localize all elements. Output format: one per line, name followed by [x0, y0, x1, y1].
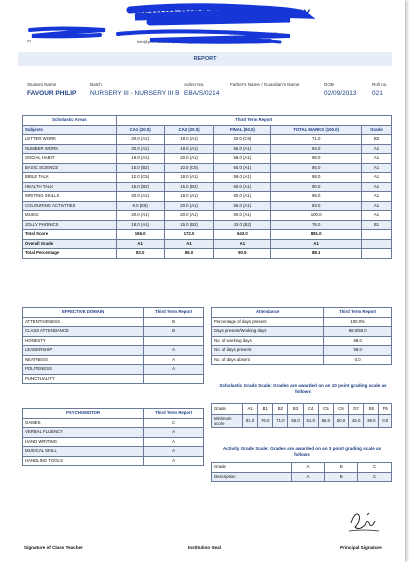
table-cell: POLITENESS: [23, 365, 144, 375]
left-header-text: ex: [27, 38, 32, 43]
table-cell: 60.0 (A1): [214, 163, 271, 173]
table-cell: NEATNESS: [23, 355, 144, 365]
table-row: [23, 192, 392, 202]
min-score-cell: 39.0: [364, 415, 379, 428]
min-score-cell: 71.0: [273, 415, 288, 428]
table-cell: A1: [164, 239, 214, 249]
table-cell: A1: [362, 163, 392, 173]
column-header: Grade: [362, 125, 392, 135]
grade-cell: D7: [349, 404, 364, 415]
column-header: Subjects: [23, 125, 117, 135]
table-row: [23, 346, 204, 356]
table-cell: CLASS ATTENDANCE: [23, 327, 144, 337]
batch-label: Batch: [90, 82, 102, 87]
grade-label: Grade: [212, 404, 243, 415]
table-row: [212, 336, 392, 346]
table-row: [23, 201, 392, 211]
table-cell: 96.0: [271, 154, 362, 164]
table-cell: GAMES: [23, 418, 144, 428]
table-cell: 33.0 (C6): [214, 135, 271, 145]
table-cell: 18.0 (A1): [116, 220, 164, 230]
table-cell: 18.0 (A1): [116, 154, 164, 164]
attendance-header: Attendance: [212, 308, 324, 318]
table-cell: 85.0: [271, 163, 362, 173]
table-cell: [362, 230, 392, 240]
table-cell: PUNCTUALITY: [23, 374, 144, 384]
table-cell: 90.5: [214, 249, 271, 259]
grade-cell: F9: [379, 404, 392, 415]
table-cell: C: [144, 418, 204, 428]
grade-cell: C6: [333, 404, 348, 415]
psychomotor-table: [22, 408, 204, 466]
table-cell: 90.0: [271, 182, 362, 192]
table-cell: 60.0 (A1): [214, 211, 271, 221]
min-score-cell: 50.0: [333, 415, 348, 428]
table-cell: Percentage of days present: [212, 317, 324, 327]
table-cell: HONESTY: [23, 336, 144, 346]
school-address: IKORODU, LAGOS STATE: [230, 31, 279, 36]
summary-row: [23, 249, 392, 259]
table-cell: 94.0: [271, 144, 362, 154]
min-score-cell: 0.0: [379, 415, 392, 428]
table-cell: A1: [116, 239, 164, 249]
report-title-bar: REPORT: [18, 52, 392, 66]
institution-seal-label: Institution Seal: [188, 545, 221, 550]
table-cell: A: [144, 365, 204, 375]
table-cell: HAND WRITING: [23, 437, 144, 447]
table-cell: 100.0: [271, 211, 362, 221]
table-cell: A1: [362, 173, 392, 183]
table-cell: A1: [362, 192, 392, 202]
table-row: [23, 163, 392, 173]
table-cell: A: [144, 456, 204, 466]
grade-cell: B3: [288, 404, 303, 415]
scholastic-areas-header: Scholastic Areas: [23, 116, 117, 126]
table-row: [23, 418, 204, 428]
admn-value: EBA/S/0214: [184, 90, 220, 97]
activity-scale-title: Activity Grade Scale: Grades are awarded on an 3 point grading scale as follows: [222, 446, 382, 457]
dob-value: 02/09/2013: [324, 90, 357, 97]
grade-cell: C4: [303, 404, 318, 415]
column-header: FINAL (60.0): [214, 125, 271, 135]
table-row: [23, 154, 392, 164]
table-row: [23, 428, 204, 438]
psychomotor-header: PSYCHOMOTOR: [23, 409, 144, 419]
effective-domain-table: [22, 307, 204, 384]
table-cell: 20.0 (A1): [116, 192, 164, 202]
roll-value: 021: [372, 90, 383, 97]
table-row: [23, 173, 392, 183]
activity-grade-cell: A: [291, 463, 325, 473]
table-cell: A: [144, 437, 204, 447]
table-cell: 100.0%: [324, 317, 392, 327]
grade-cell: A1: [243, 404, 258, 415]
grade-cell: B2: [273, 404, 288, 415]
table-cell: [144, 374, 204, 384]
table-cell: 88.0: [271, 173, 362, 183]
table-cell: 15.0 (B2): [164, 220, 214, 230]
redaction-scribble: [0, 0, 405, 50]
activity-desc-cell: C: [358, 472, 392, 482]
student-name-label: Student Name: [27, 82, 57, 87]
table-cell: ATTENTIVENESS: [23, 317, 144, 327]
column-header: CA2 (20.0): [164, 125, 214, 135]
column-header: CA1 (20.0): [116, 125, 164, 135]
table-cell: 60.0 (A1): [214, 192, 271, 202]
table-cell: 20.0 (A1): [116, 211, 164, 221]
table-row: [23, 365, 204, 375]
table-row: [23, 317, 204, 327]
scholastic-column-headers: [23, 125, 392, 135]
table-cell: B: [144, 327, 204, 337]
table-cell: 58.0/58.0: [324, 327, 392, 337]
table-cell: 86.0: [164, 249, 214, 259]
table-row: [23, 456, 204, 466]
table-cell: 20.0 (A1): [116, 135, 164, 145]
table-cell: 0.0: [324, 355, 392, 365]
table-row: [212, 346, 392, 356]
grade-scale-title: Scholastic Grade Scale: Grades are awarded on an 10 point grading scale as follows: [219, 383, 387, 394]
school-email: Info@pedrodiscoveryacademy.com: [137, 39, 200, 44]
table-row: [212, 317, 392, 327]
table-cell: A: [144, 355, 204, 365]
table-cell: B2: [362, 135, 392, 145]
table-row: [23, 336, 204, 346]
table-cell: 15.0 (B2): [164, 182, 214, 192]
min-score-cell: 66.0: [288, 415, 303, 428]
table-row: [23, 182, 392, 192]
table-cell: 83.0: [271, 201, 362, 211]
table-cell: BIBLE TALK: [23, 173, 117, 183]
principal-signature-label: Principal Signature: [340, 545, 382, 550]
effective-term-header: Third Term Report: [144, 308, 204, 318]
grade-cell: E8: [364, 404, 379, 415]
table-cell: LEADERSHIP: [23, 346, 144, 356]
principal-signature-drawing: [345, 505, 385, 535]
table-cell: A1: [214, 239, 271, 249]
table-cell: 18.0 (A1): [164, 192, 214, 202]
table-cell: A1: [362, 144, 392, 154]
table-cell: MUSIC: [23, 211, 117, 221]
table-cell: 20.0 (A1): [164, 154, 214, 164]
table-row: [23, 220, 392, 230]
table-cell: No. of days present: [212, 346, 324, 356]
activity-desc-cell: B: [325, 472, 358, 482]
table-cell: 55.0 (A1): [214, 144, 271, 154]
table-cell: HANDLING TOOLS: [23, 456, 144, 466]
table-cell: 58.0 (A1): [214, 173, 271, 183]
table-cell: Total Score: [23, 230, 117, 240]
table-row: [23, 135, 392, 145]
min-score-cell: 45.0: [349, 415, 364, 428]
activity-grade-label: Grade: [212, 463, 292, 473]
school-name: PEDRO DISCOVERY ACADEMY: [135, 8, 312, 20]
grade-scale-table: [211, 403, 392, 428]
grade-cell: B1: [258, 404, 273, 415]
table-cell: 172.0: [164, 230, 214, 240]
min-score-cell: 56.0: [318, 415, 333, 428]
table-cell: 15.0 (B2): [116, 163, 164, 173]
scholastic-table: [22, 115, 392, 259]
table-row: [23, 327, 204, 337]
table-cell: BASIC SCIENCE: [23, 163, 117, 173]
table-cell: A1: [362, 211, 392, 221]
table-cell: [362, 239, 392, 249]
admn-label: Admn No.: [184, 82, 205, 87]
activity-desc-label: Description: [212, 472, 292, 482]
table-cell: No. of days absent: [212, 355, 324, 365]
table-cell: A1: [362, 201, 392, 211]
grade-cell: C5: [318, 404, 333, 415]
guardian-label: Father's Name / Guardian's Name: [230, 82, 300, 87]
activity-desc-cell: A: [291, 472, 325, 482]
roll-label: Roll no.: [372, 82, 388, 87]
summary-row: [23, 239, 392, 249]
table-cell: A1: [362, 182, 392, 192]
student-name: FAVOUR PHILIP: [27, 90, 77, 97]
table-cell: 58.0: [324, 336, 392, 346]
table-row: [23, 144, 392, 154]
table-cell: 43.0 (B2): [214, 220, 271, 230]
table-cell: 55.0 (A1): [214, 201, 271, 211]
table-row: [212, 355, 392, 365]
attendance-term-header: Third Term Report: [324, 308, 392, 318]
min-score-cell: 61.0: [303, 415, 318, 428]
activity-grade-cell: B: [325, 463, 358, 473]
table-cell: 8.0 (E8): [116, 201, 164, 211]
table-row: [212, 327, 392, 337]
table-cell: [144, 336, 204, 346]
table-cell: A1: [271, 239, 362, 249]
table-cell: 98.0: [271, 192, 362, 202]
table-cell: SOCIAL HABIT: [23, 154, 117, 164]
dob-label: DOB: [324, 82, 334, 87]
table-cell: 10.0 (C6): [164, 163, 214, 173]
table-cell: 12.0 (C5): [116, 173, 164, 183]
table-cell: 60.0 (A1): [214, 182, 271, 192]
table-cell: Total Percentage: [23, 249, 117, 259]
activity-grade-cell: C: [358, 463, 392, 473]
attendance-table: [211, 307, 392, 365]
table-cell: COLOURING ACTIVITIES: [23, 201, 117, 211]
table-cell: [362, 249, 392, 259]
table-cell: A: [144, 447, 204, 457]
table-cell: HEALTH TALK: [23, 182, 117, 192]
table-cell: 18.0 (A1): [164, 135, 214, 145]
table-cell: 58.0 (A1): [214, 154, 271, 164]
table-cell: A: [144, 428, 204, 438]
table-cell: MUSICAL SKILL: [23, 447, 144, 457]
table-cell: Days present/Working days: [212, 327, 324, 337]
table-cell: 18.0 (A1): [164, 173, 214, 183]
table-cell: 18.0 (A1): [164, 144, 214, 154]
table-row: [23, 447, 204, 457]
table-cell: JOLLY PHONICS: [23, 220, 117, 230]
table-cell: 76.0: [271, 220, 362, 230]
table-row: [23, 437, 204, 447]
table-cell: 58.0: [324, 346, 392, 356]
table-cell: 20.0 (A1): [164, 211, 214, 221]
table-cell: A1: [362, 154, 392, 164]
min-score-cell: 81.0: [243, 415, 258, 428]
table-row: [23, 355, 204, 365]
table-cell: B1: [362, 220, 392, 230]
table-cell: 166.0: [116, 230, 164, 240]
scholastic-rows: [23, 135, 392, 259]
table-cell: VERBAL FLUENCY: [23, 428, 144, 438]
min-score-cell: 76.0: [258, 415, 273, 428]
table-cell: 88.1: [271, 249, 362, 259]
table-cell: 543.0: [214, 230, 271, 240]
scholastic-term-header: Third Term Report: [116, 116, 391, 126]
psychomotor-term-header: Third Term Report: [144, 409, 204, 419]
table-cell: No. of working days: [212, 336, 324, 346]
table-cell: 20.0 (A1): [116, 144, 164, 154]
column-header: TOTAL MARKS (100.0): [271, 125, 362, 135]
school-header: [0, 0, 405, 50]
activity-scale-table: [211, 462, 392, 482]
class-teacher-signature-label: Signature of Class Teacher: [24, 545, 83, 550]
table-cell: 15.0 (B2): [116, 182, 164, 192]
table-row: [23, 374, 204, 384]
table-cell: 71.0: [271, 135, 362, 145]
table-cell: Overall Grade: [23, 239, 117, 249]
table-cell: 20.0 (A1): [164, 201, 214, 211]
table-cell: 83.0: [116, 249, 164, 259]
summary-row: [23, 230, 392, 240]
table-cell: NUMBER WORK: [23, 144, 117, 154]
table-cell: WRITING SKILLS: [23, 192, 117, 202]
table-cell: LETTER WORK: [23, 135, 117, 145]
table-cell: 881.0: [271, 230, 362, 240]
min-score-label: Minimum score: [212, 415, 243, 428]
effective-domain-header: EFFECTIVE DOMAIN: [23, 308, 144, 318]
table-cell: A: [144, 346, 204, 356]
table-cell: B: [144, 317, 204, 327]
batch-value: NURSERY III - NURSERY III B: [90, 90, 180, 97]
table-row: [23, 211, 392, 221]
